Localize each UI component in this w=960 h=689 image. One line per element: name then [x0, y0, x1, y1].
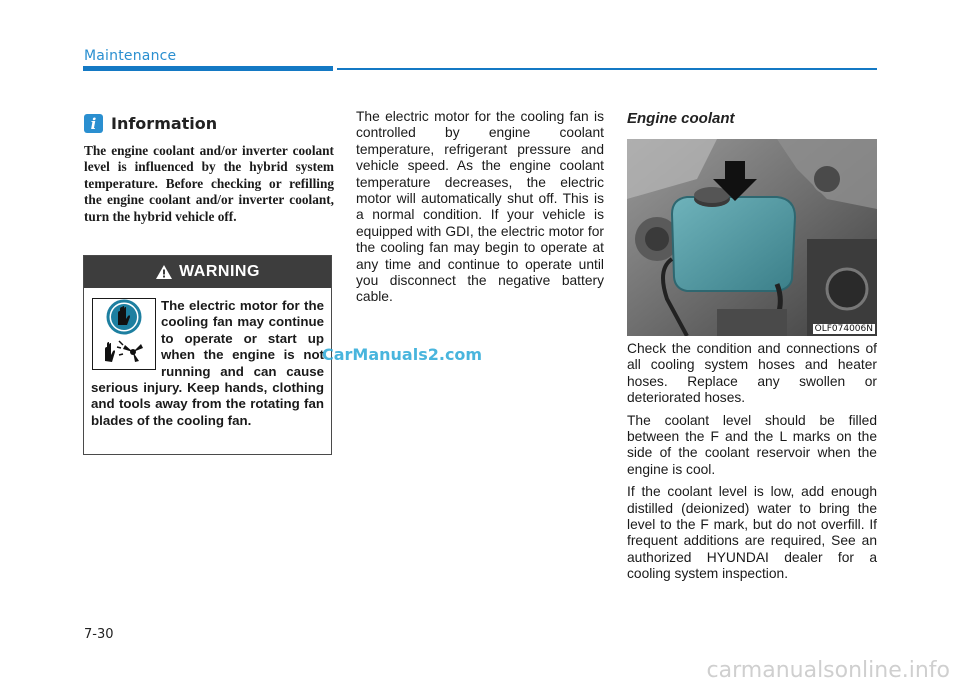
header-rule-thick [83, 66, 333, 71]
warning-header [84, 256, 331, 288]
coolant-paragraph: The coolant level should be filled between the F and the L marks on the side of the coolant reservoir when the engine is cool. [627, 412, 877, 477]
warning-triangle-icon [155, 264, 173, 280]
coolant-paragraph: Check the condition and connections of all cooling system hoses and heater hoses. Replace any swollen or deteriorated hoses. [627, 341, 877, 406]
header-rule-thin [337, 68, 877, 70]
info-heading [84, 114, 217, 133]
image-code: OLF074006N [814, 324, 873, 334]
warning-text [91, 298, 324, 429]
engine-coolant-heading: Engine coolant [627, 110, 735, 127]
coolant-paragraph: If the coolant level is low, add enough distilled (deionized) water to bring the level to the F mark, but do not overfill. If frequent additions are required, See an authorized HYUNDAI dealer for a cooling system inspection. [627, 484, 877, 582]
page-number: 7-30 [84, 627, 114, 642]
watermark-carmanualsonline: carmanualsonline.info [706, 658, 950, 683]
warning-box [83, 255, 332, 455]
watermark-carmanuals2: CarManuals2.com [322, 345, 483, 364]
warning-label: WARNING [179, 263, 260, 280]
warning-text-content: The electric motor for the cooling fan may continue to operate or start up when the engine is not running and can cause serious injury. Keep hands, clothing and tools away from the rotating fan blades of the cooling fan. [91, 298, 324, 428]
info-body: The engine coolant and/or inverter coolant level is influenced by the hybrid system temperature. Before checking or refilling the engine coolant and/or inverter coolant, turn the hybrid vehicle off. [84, 143, 334, 224]
info-icon: i [84, 114, 103, 133]
coolant-text [627, 341, 877, 589]
cooling-fan-text: The electric motor for the cooling fan is controlled by engine coolant temperature, refrigerant pressure and vehicle speed. As the engine coolant temperature decreases, the electric motor will automatically shut off. This is a normal condition. If your vehicle is equipped with GDI, the electric motor for the cooling fan may begin to operate at any time and continue to operate until you disconnect the negative battery cable. [356, 109, 604, 305]
section-title: Maintenance [84, 48, 177, 64]
engine-bay-illustration [627, 139, 877, 336]
info-title: Information [111, 114, 218, 133]
coolant-reservoir-photo [627, 139, 877, 336]
